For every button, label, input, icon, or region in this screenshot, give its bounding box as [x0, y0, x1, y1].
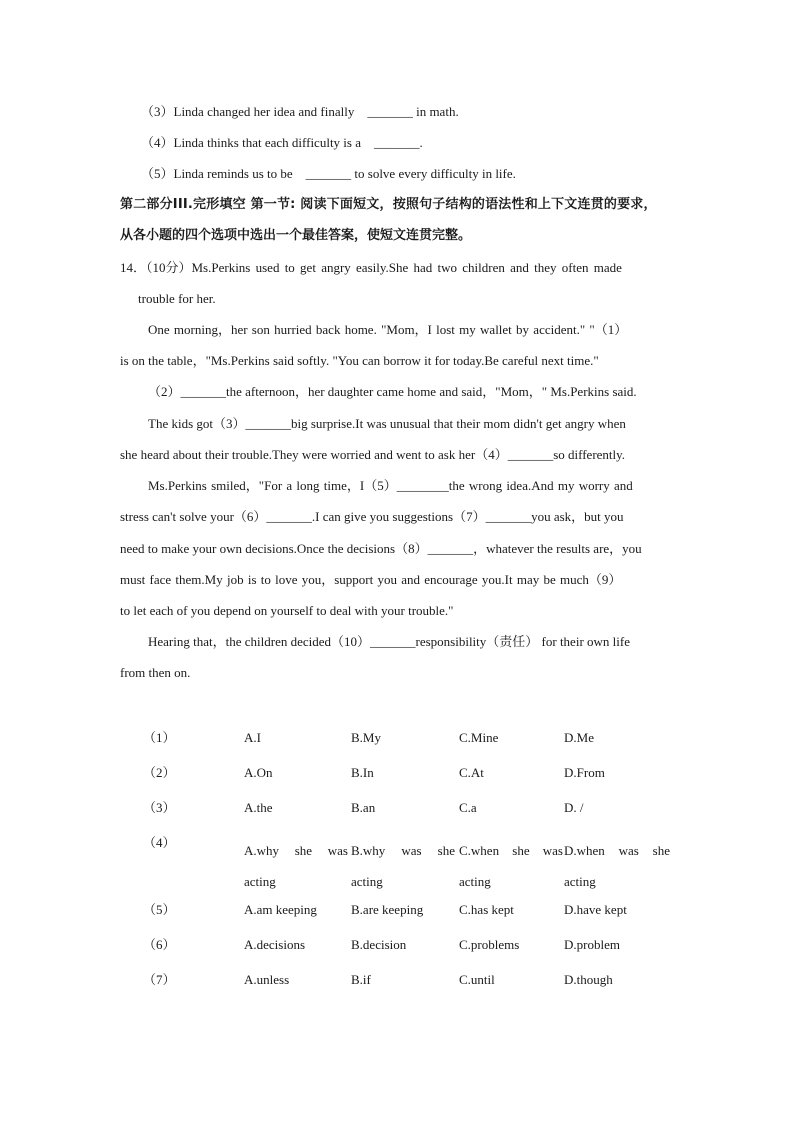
option-b: B.an	[351, 800, 376, 815]
option-c: C.has kept	[459, 902, 514, 917]
question-14-intro-cont: trouble for her.	[138, 291, 216, 306]
option-b: B.if	[351, 972, 371, 987]
option-c: C.until	[459, 972, 495, 987]
option-row-number: （6）	[143, 937, 176, 952]
option-b: B.are keeping	[351, 902, 424, 917]
option-a: A.I	[244, 730, 261, 745]
paragraph-5-line-1: Hearing that，the children decided（10）_______responsibility（责任） for their own life	[148, 634, 630, 649]
paragraph-3-line-2: she heard about their trouble.They were worried and went to ask her（4）_______so differently.	[120, 447, 626, 462]
option-a: A.On	[244, 765, 273, 780]
option-d: D.though	[564, 972, 613, 987]
option-row-number: （4）	[143, 835, 176, 850]
option-a: A.why she was acting	[244, 843, 348, 889]
option-a: A.am keeping	[244, 902, 317, 917]
q13-item-3: （3）Linda changed her idea and finally _______ in math.	[141, 104, 459, 119]
option-c: C.At	[459, 765, 484, 780]
paragraph-4-line-2: stress can't solve your（6）_______.I can give you suggestions（7）_______you ask，but you	[120, 509, 624, 524]
option-a: A.decisions	[244, 937, 306, 952]
option-c: C.when she was acting	[459, 843, 563, 889]
option-d: D.have kept	[564, 902, 627, 917]
option-b: B.why was she acting	[351, 843, 455, 889]
paragraph-4-line-1: Ms.Perkins smiled，"For a long time，I（5）________the wrong idea.And my worry and	[148, 478, 633, 493]
option-row-number: （2）	[143, 765, 176, 780]
option-b: B.My	[351, 730, 381, 745]
option-c: C.problems	[459, 937, 520, 952]
paragraph-5-line-2: from then on.	[120, 665, 191, 680]
option-c: C.a	[459, 800, 477, 815]
question-14-intro: 14．（10分）Ms.Perkins used to get angry easily.She had two children and they often made	[120, 260, 622, 275]
paragraph-3-line-1: The kids got（3）_______big surprise.It was unusual that their mom didn't get angry when	[148, 416, 626, 431]
option-d: D.problem	[564, 937, 620, 952]
paragraph-4-line-5: to let each of you depend on yourself to deal with your trouble."	[120, 603, 454, 618]
option-row-number: （1）	[143, 730, 176, 745]
option-b: B.In	[351, 765, 374, 780]
option-a: A.unless	[244, 972, 290, 987]
q13-item-5: （5）Linda reminds us to be _______ to solve every difficulty in life.	[141, 166, 516, 181]
option-row-number: （7）	[143, 972, 176, 987]
option-a: A.the	[244, 800, 273, 815]
paragraph-1-line-2: is on the table，"Ms.Perkins said softly. "You can borrow it for today.Be careful next time."	[120, 353, 599, 368]
q13-item-4: （4）Linda thinks that each difficulty is a _______.	[141, 135, 423, 150]
option-c: C.Mine	[459, 730, 499, 745]
option-d: D.From	[564, 765, 605, 780]
option-d: D.Me	[564, 730, 594, 745]
section-heading-line1: 第二部分III.完形填空 第一节: 阅读下面短文，按照句子结构的语法性和上下文连贯的要求，	[120, 197, 657, 212]
section-heading-line2: 从各小题的四个选项中选出一个最佳答案，使短文连贯完整。	[120, 228, 472, 243]
option-d: D.when was she acting	[564, 843, 670, 889]
paragraph-4-line-4: must face them.My job is to love you，support you and encourage you.It may be much（9）	[120, 572, 622, 587]
option-row-number: （5）	[143, 902, 176, 917]
paragraph-1-line-1: One morning，her son hurried back home. "Mom，I lost my wallet by accident." "（1）	[148, 322, 628, 337]
paragraph-2-line-1: （2）_______the afternoon，her daughter came home and said，"Mom，" Ms.Perkins said.	[148, 384, 637, 399]
option-d: D. /	[564, 800, 584, 815]
option-b: B.decision	[351, 937, 407, 952]
paragraph-4-line-3: need to make your own decisions.Once the decisions（8）_______，whatever the results are，you	[120, 541, 642, 556]
option-row-number: （3）	[143, 800, 176, 815]
